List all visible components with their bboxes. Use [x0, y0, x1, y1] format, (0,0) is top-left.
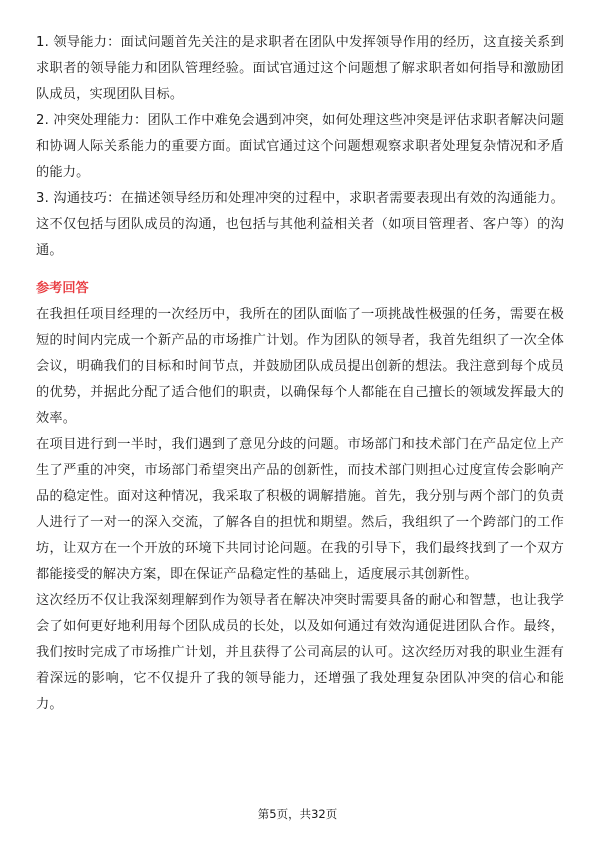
- answer-paragraph: 在我担任项目经理的一次经历中，我所在的团队面临了一项挑战性极强的任务，需要在极短的时间内完成一个新产品的市场推广计划。作为团队的领导者，我首先组织了一次全体会议，明确我们的目标和时间节点，并鼓励团队成员提出创新的想法。我注意到每个成员的优势，并据此分配了适合他们的职责，以确保每个人都能在自己擅长的领域发挥最大的效率。: [36, 307, 564, 426]
- page-footer: 第5页，共32页: [257, 807, 338, 821]
- answer-paragraph: 这次经历不仅让我深刻理解到作为领导者在解决冲突时需要具备的耐心和智慧，也让我学会了如何更好地利用每个团队成员的长处，以及如何通过有效沟通促进团队合作。最终，我们按时完成了市场推广计划，并且获得了公司高层的认可。这次经历对我的职业生涯有着深远的影响，它不仅提升了我的领导能力，还增强了我处理复杂团队冲突的信心和能力。: [36, 593, 564, 712]
- document-body: [36, 30, 564, 718]
- point-communication: 3. 沟通技巧：在描述领导经历和处理冲突的过程中，求职者需要表现出有效的沟通能力。这不仅包括与团队成员的沟通，也包括与其他利益相关者（如项目管理者、客户等）的沟通。: [36, 191, 564, 258]
- answer-paragraph: 在项目进行到一半时，我们遇到了意见分歧的问题。市场部门和技术部门在产品定位上产生了严重的冲突，市场部门希望突出产品的创新性，而技术部门则担心过度宣传会影响产品的稳定性。面对这种情况，我采取了积极的调解措施。首先，我分别与两个部门的负责人进行了一对一的深入交流，了解各自的担忧和期望。然后，我组织了一个跨部门的工作坊，让双方在一个开放的环境下共同讨论问题。在我的引导下，我们最终找到了一个双方都能接受的解决方案，即在保证产品稳定性的基础上，适度展示其创新性。: [36, 437, 564, 582]
- point-conflict-handling: 2. 冲突处理能力：团队工作中难免会遇到冲突，如何处理这些冲突是评估求职者解决问题和协调人际关系能力的重要方面。面试官通过这个问题想观察求职者处理复杂情况和矛盾的能力。: [36, 113, 564, 180]
- point-leadership: 1. 领导能力：面试问题首先关注的是求职者在团队中发挥领导作用的经历，这直接关系到求职者的领导能力和团队管理经验。面试官通过这个问题想了解求职者如何指导和激励团队成员，实现团队目标。: [36, 35, 564, 102]
- answer-heading: 参考回答: [36, 281, 89, 296]
